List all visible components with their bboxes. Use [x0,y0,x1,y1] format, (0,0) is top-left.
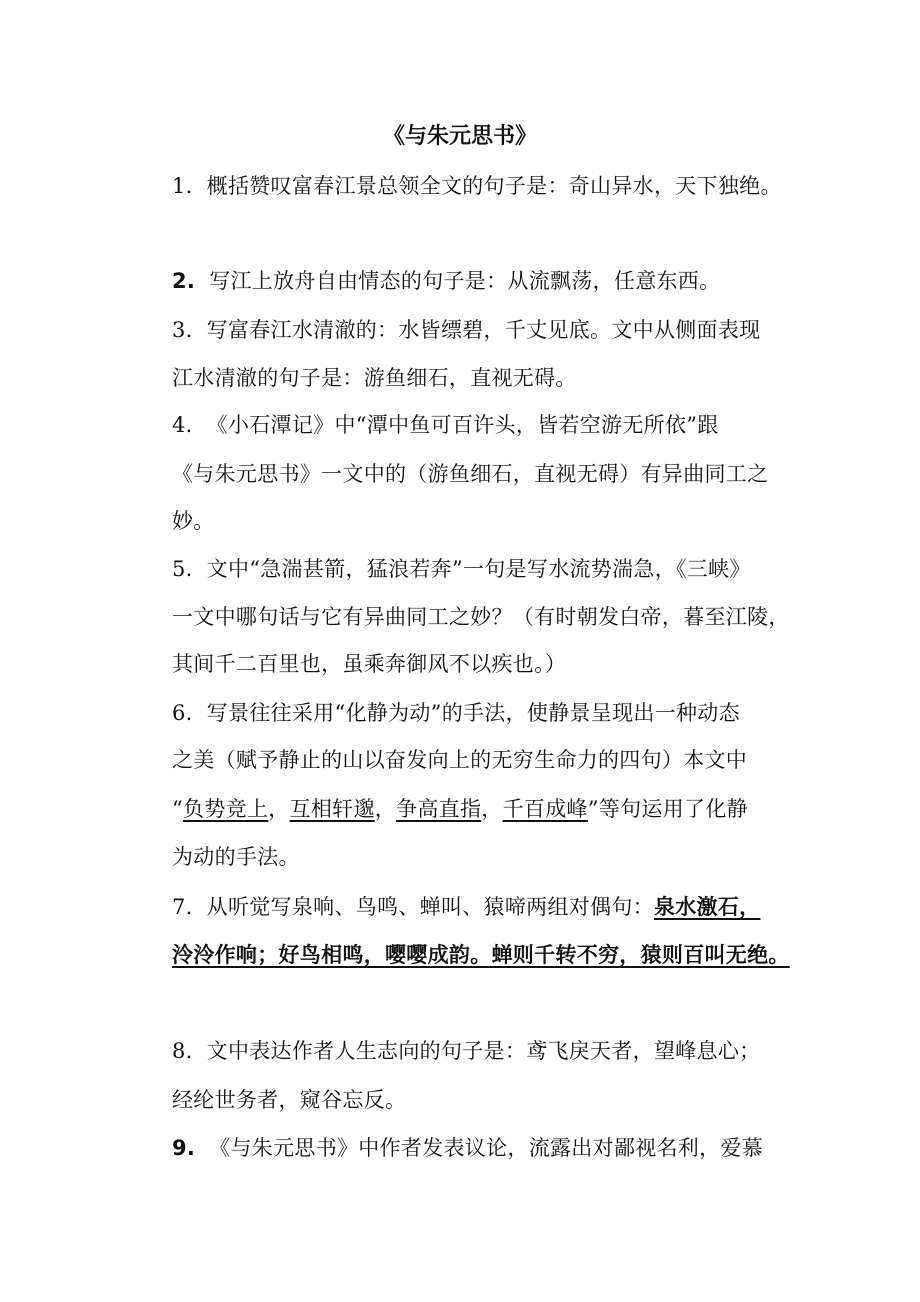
item-4-line-2: 《与朱元思书》一文中的（游鱼细石，直视无碍）有异曲同工之 [172,462,769,486]
item-8-line-2: 经纶世务者，窥谷忘反。 [172,1088,407,1112]
item-6-line-1 [172,698,740,728]
comma: ， [481,797,503,821]
underlined-phrase: 争高直指 [396,797,482,821]
item-number: 1. [172,174,193,198]
item-number: 4. [172,413,193,437]
item-5-line-1 [172,554,751,584]
item-number: 3. [172,318,193,342]
comma: ， [374,797,397,821]
item-4-line-1 [172,410,719,440]
item-text: ”等句运用了化静 [587,797,748,821]
underlined-phrase: 千百成峰 [502,797,588,821]
bold-underlined-answer: 泉水激石， [653,895,761,919]
item-text: 文中“急湍甚箭，猛浪若奔”一句是写水流势湍急，《三峡》 [206,557,751,581]
item-3-line-1 [172,315,760,345]
item-text: 《小石潭记》中“潭中鱼可百许头，皆若空游无所依”跟 [206,413,719,437]
item-6-line-2: 之美（赋予静止的山以奋发向上的无穷生命力的四句）本文中 [172,748,748,772]
comma: ， [268,797,290,821]
item-number: 8. [172,1039,193,1063]
item-number: 2. [172,269,196,293]
item-number: 6. [172,701,193,725]
item-8-line-1 [172,1036,760,1066]
item-5-line-3: 其间千二百里也，虽乘奔御风不以疾也。） [172,652,567,676]
item-text: 文中表达作者人生志向的句子是：鸢飞戾天者，望峰息心； [206,1039,761,1063]
item-text: 从听觉写泉响、鸟鸣、蝉叫、猿啼两组对偶句： [206,895,654,919]
item-text: 写景往往采用“化静为动”的手法，使静景呈现出一种动态 [206,701,740,725]
item-number: 5. [172,557,193,581]
item-2-line-1 [172,266,720,296]
quote-mark: “ [172,797,184,821]
item-text: 写江上放舟自由情态的句子是：从流飘荡，任意东西。 [209,269,721,293]
item-6-line-4: 为动的手法。 [172,845,300,869]
bold-underlined-answer: 泠泠作响；好鸟相鸣，嘤嘤成韵。蝉则千转不穷，猿则百叫无绝。 [172,943,790,967]
item-7-line-1 [172,892,760,922]
underlined-phrase: 负势竞上 [183,797,269,821]
item-5-line-2: 一文中哪句话与它有异曲同工之妙？（有时朝发白帝，暮至江陵， [172,605,790,629]
item-number: 7. [172,895,193,919]
item-3-line-2: 江水清澈的句子是：游鱼细石，直视无碍。 [172,366,577,390]
item-1-line-1 [172,171,782,201]
item-text: 写富春江水清澈的：水皆缥碧，千丈见底。文中从侧面表现 [206,318,761,342]
item-text: 概括赞叹富春江景总领全文的句子是：奇山异水，天下独绝。 [206,174,782,198]
item-7-line-2 [172,940,790,970]
item-6-line-3 [172,794,748,824]
item-number: 9. [172,1136,196,1160]
item-4-line-3: 妙。 [172,509,215,533]
underlined-phrase: 互相轩邈 [289,797,375,821]
item-text: 《与朱元思书》中作者发表议论，流露出对鄙视名利，爱慕 [209,1136,764,1160]
item-9-line-1 [172,1133,763,1163]
document-title: 《与朱元思书》 [382,124,537,149]
